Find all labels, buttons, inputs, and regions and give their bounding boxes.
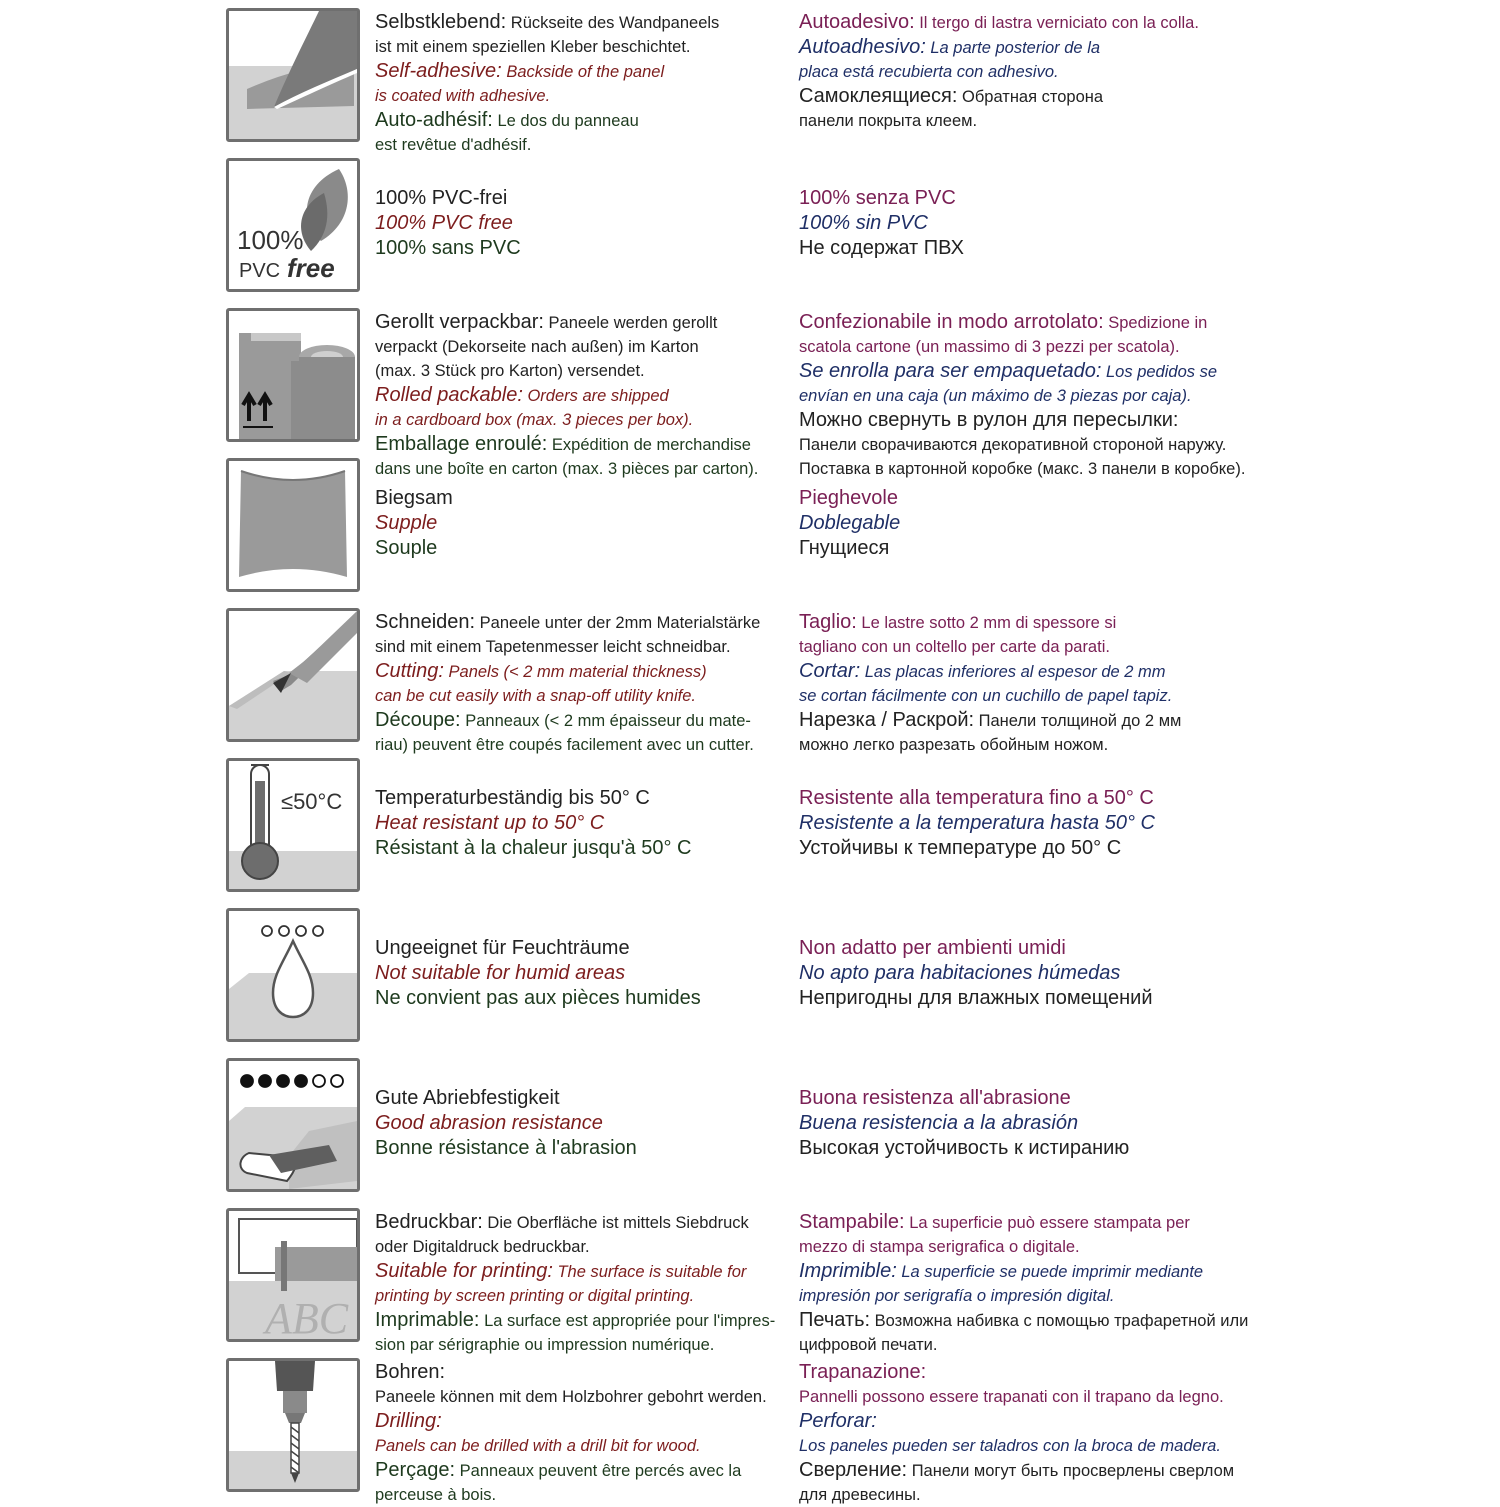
feature-description-de: Paneele unter der 2mm Materialstärke (475, 614, 761, 632)
text-ru (799, 536, 900, 561)
feature-description-ru: цифровой печати. (799, 1336, 938, 1354)
text-fr (375, 536, 453, 561)
feature-description-ru: Обратная сторона (957, 88, 1104, 106)
feature-label-it: Taglio: (799, 611, 857, 633)
right-text-column (799, 610, 1181, 757)
left-text-column (375, 1360, 767, 1507)
text-it (799, 486, 900, 511)
feature-description-fr: Le dos du panneau (492, 112, 639, 130)
feature-label-fr: Auto-adhésif: (375, 109, 493, 131)
feature-label-it: Autoadesivo: (799, 11, 915, 33)
text-fr (375, 1308, 775, 1357)
right-text-column (799, 186, 964, 261)
left-text-column (375, 486, 453, 561)
rating-dot-empty (331, 1075, 343, 1087)
feature-description-ru: для древесины. (799, 1486, 921, 1504)
rating-dot-empty (313, 1075, 325, 1087)
feature-label-es: Se enrolla para ser empaquetado: (799, 360, 1102, 382)
feature-row (0, 1058, 1500, 1206)
feature-description-de: verpackt (Dekorseite nach außen) im Karton (375, 338, 699, 356)
feature-description-en: printing by screen printing or digital printing. (375, 1287, 695, 1305)
feature-description-ru: можно легко разрезать обойным ножом. (799, 736, 1109, 754)
feature-label-de: Biegsam (375, 487, 453, 509)
feature-label-ru: Гнущиеся (799, 537, 890, 559)
feature-label-en: Drilling: (375, 1410, 442, 1432)
feature-label-ru: Самоклеящиеся: (799, 85, 958, 107)
feature-row (0, 608, 1500, 756)
feature-row (0, 1358, 1500, 1506)
text-it (799, 310, 1245, 359)
text-ru (799, 836, 1155, 861)
feature-label-fr: Découpe: (375, 709, 461, 731)
feature-label-en: Suitable for printing: (375, 1260, 553, 1282)
feature-description-en: Orders are shipped (522, 387, 669, 405)
feature-label-ru: Не содержат ПВХ (799, 237, 964, 259)
feature-row (0, 158, 1500, 306)
feature-row (0, 1208, 1500, 1356)
feature-description-es: La parte posterior de la (925, 39, 1101, 57)
feature-label-ru: Можно свернуть в рулон для пересылки: (799, 409, 1179, 431)
abrasion-wipe-icon (226, 1058, 360, 1192)
feature-description-es: Los pedidos se (1101, 363, 1218, 381)
feature-description-ru: Поставка в картонной коробке (макс. 3 панели в коробке). (799, 460, 1246, 478)
text-en (375, 1111, 637, 1136)
feature-description-ru: Возможна набивка с помощью трафаретной или (870, 1312, 1249, 1330)
feature-description-de: (max. 3 Stück pro Karton) versendet. (375, 362, 645, 380)
feature-label-fr: Résistant à la chaleur jusqu'à 50° C (375, 837, 692, 859)
text-fr (375, 836, 691, 861)
text-ru (799, 1136, 1129, 1161)
temperature-limit-text: ≤50°C (281, 789, 343, 814)
feature-label-fr: Bonne résistance à l'abrasion (375, 1137, 637, 1159)
text-de (375, 310, 758, 383)
text-en (375, 961, 701, 986)
feature-description-de: Die Oberfläche ist mittels Siebdruck (482, 1214, 749, 1232)
feature-row (0, 308, 1500, 478)
left-text-column (375, 936, 701, 1011)
feature-description-ru: панели покрыта клеем. (799, 112, 978, 130)
text-en (375, 211, 521, 236)
left-text-column (375, 310, 758, 481)
text-en (375, 1259, 775, 1308)
feature-label-fr: Perçage: (375, 1459, 456, 1481)
water-drop-icon (226, 908, 360, 1042)
text-de (375, 186, 521, 211)
feature-description-it: Pannelli possono essere trapanati con il trapano da legno. (799, 1388, 1224, 1406)
feature-description-de: oder Digitaldruck bedruckbar. (375, 1238, 590, 1256)
text-fr (375, 986, 701, 1011)
feature-label-en: Rolled packable: (375, 384, 523, 406)
feature-label-it: Pieghevole (799, 487, 898, 509)
text-en (375, 1409, 767, 1458)
feature-description-ru: Панели могут быть просверлены сверлом (907, 1462, 1235, 1480)
left-text-column (375, 1210, 775, 1357)
text-es (799, 1259, 1248, 1308)
feature-label-fr: Emballage enroulé: (375, 433, 548, 455)
text-it (799, 1086, 1129, 1111)
feature-description-en: The surface is suitable for (552, 1263, 747, 1281)
right-text-column (799, 1086, 1129, 1161)
printed-letters-text: ABC (265, 1294, 349, 1339)
printing-icon (226, 1208, 360, 1342)
text-en (375, 59, 719, 108)
feature-label-ru: Высокая устойчивость к истиранию (799, 1137, 1130, 1159)
right-text-column (799, 936, 1153, 1011)
feature-description-en: is coated with adhesive. (375, 87, 551, 105)
text-ru (799, 986, 1153, 1011)
feature-description-es: envían en una caja (un máximo de 3 piezas por caja). (799, 387, 1192, 405)
pvc-text: PVC (239, 260, 281, 282)
text-es (799, 211, 964, 236)
text-es (799, 1409, 1234, 1458)
feature-label-de: Ungeeignet für Feuchträume (375, 937, 630, 959)
feature-label-de: 100% PVC-frei (375, 187, 508, 209)
feature-description-de: Rückseite des Wandpaneels (506, 14, 720, 32)
feature-label-es: Doblegable (799, 512, 901, 534)
feature-description-de: Paneele werden gerollt (543, 314, 718, 332)
feature-label-de: Bedruckbar: (375, 1211, 483, 1233)
feature-label-en: Self-adhesive: (375, 60, 502, 82)
right-text-column (799, 486, 900, 561)
feature-description-it: mezzo di stampa serigrafica o digitale. (799, 1238, 1080, 1256)
text-fr (375, 236, 521, 261)
left-text-column (375, 10, 719, 157)
text-es (799, 511, 900, 536)
feature-description-de: Paneele können mit dem Holzbohrer gebohrt werden. (375, 1388, 767, 1406)
feature-description-ru: Панели сворачиваются декоративной стороной наружу. (799, 436, 1227, 454)
feature-label-en: Heat resistant up to 50° C (375, 812, 605, 834)
feature-label-en: 100% PVC free (375, 212, 513, 234)
text-fr (375, 1136, 637, 1161)
feature-description-de: ist mit einem speziellen Kleber beschichtet. (375, 38, 691, 56)
text-de (375, 936, 701, 961)
feature-label-it: Trapanazione: (799, 1361, 927, 1383)
feature-label-en: Cutting: (375, 660, 444, 682)
feature-label-de: Bohren: (375, 1361, 446, 1383)
drill-icon (226, 1358, 360, 1492)
text-de (375, 1210, 775, 1259)
text-de (375, 1360, 767, 1409)
feature-description-es: se cortan fácilmente con un cuchillo de papel tapiz. (799, 687, 1173, 705)
right-text-column (799, 1360, 1234, 1507)
feature-description-en: in a cardboard box (max. 3 pieces per box). (375, 411, 694, 429)
text-de (375, 1086, 637, 1111)
feature-label-en: Good abrasion resistance (375, 1112, 603, 1134)
feature-label-es: Autoadhesivo: (799, 36, 926, 58)
right-text-column (799, 10, 1199, 133)
feature-label-it: 100% senza PVC (799, 187, 956, 209)
text-fr (375, 708, 760, 757)
feature-label-it: Resistente alla temperatura fino a 50° C (799, 787, 1154, 809)
rating-dot-filled (277, 1075, 289, 1087)
feature-description-en: Backside of the panel (501, 63, 665, 81)
text-es (799, 961, 1153, 986)
text-it (799, 786, 1155, 811)
feature-label-it: Stampabile: (799, 1211, 905, 1233)
text-it (799, 936, 1153, 961)
text-de (375, 486, 453, 511)
pvc-percent-text: 100% (237, 225, 304, 255)
text-de (375, 786, 691, 811)
text-es (799, 811, 1155, 836)
feature-row (0, 8, 1500, 156)
feature-label-fr: Ne convient pas aux pièces humides (375, 987, 701, 1009)
text-ru (799, 708, 1181, 757)
feature-description-es: Las placas inferiores al espesor de 2 mm (860, 663, 1166, 681)
feature-label-es: Buena resistencia a la abrasión (799, 1112, 1079, 1134)
feature-label-es: Imprimible: (799, 1260, 897, 1282)
feature-description-en: can be cut easily with a snap-off utility knife. (375, 687, 696, 705)
rating-dot-filled (295, 1075, 307, 1087)
feature-description-es: La superficie se puede imprimir mediante (896, 1263, 1204, 1281)
feature-label-es: 100% sin PVC (799, 212, 928, 234)
right-text-column (799, 310, 1245, 481)
feature-description-fr: Panneaux peuvent être percés avec la (455, 1462, 742, 1480)
feature-label-en: Not suitable for humid areas (375, 962, 626, 984)
feature-label-fr: 100% sans PVC (375, 237, 521, 259)
text-es (799, 1111, 1129, 1136)
feature-label-es: Perforar: (799, 1410, 877, 1432)
text-it (799, 1210, 1248, 1259)
feature-description-es: impresión por serigrafía o impresión digital. (799, 1287, 1115, 1305)
text-de (375, 610, 760, 659)
feature-label-es: Resistente a la temperatura hasta 50° C (799, 812, 1155, 834)
feature-description-it: tagliano con un coltello per carte da parati. (799, 638, 1110, 656)
thermometer-icon (226, 758, 360, 892)
rolled-package-icon (226, 308, 360, 442)
free-text: free (287, 253, 335, 283)
feature-description-ru: Панели толщиной до 2 мм (974, 712, 1182, 730)
feature-description-fr: perceuse à bois. (375, 1486, 497, 1504)
feature-description-es: Los paneles pueden ser taladros con la broca de madera. (799, 1437, 1221, 1455)
feature-description-de: sind mit einem Tapetenmesser leicht schneidbar. (375, 638, 731, 656)
feature-row (0, 758, 1500, 906)
text-es (799, 359, 1245, 408)
feature-label-fr: Imprimable: (375, 1309, 480, 1331)
text-it (799, 186, 964, 211)
left-text-column (375, 1086, 637, 1161)
feature-description-fr: Expédition de merchandise (547, 436, 751, 454)
feature-description-fr: Panneaux (< 2 mm épaisseur du mate- (460, 712, 751, 730)
self-adhesive-icon (226, 8, 360, 142)
feature-label-fr: Souple (375, 537, 438, 559)
text-en (375, 811, 691, 836)
feature-label-ru: Сверление: (799, 1459, 908, 1481)
feature-label-de: Gute Abriebfestigkeit (375, 1087, 560, 1109)
pvc-free-icon (226, 158, 360, 292)
feature-label-it: Buona resistenza all'abrasione (799, 1087, 1071, 1109)
feature-description-en: Panels (< 2 mm material thickness) (443, 663, 707, 681)
left-text-column (375, 610, 760, 757)
feature-row (0, 458, 1500, 606)
text-en (375, 511, 453, 536)
text-ru (799, 1308, 1248, 1357)
right-text-column (799, 1210, 1248, 1357)
feature-label-ru: Печать: (799, 1309, 871, 1331)
text-de (375, 10, 719, 59)
text-ru (799, 84, 1199, 133)
feature-description-it: Spedizione in (1103, 314, 1208, 332)
feature-label-es: No apto para habitaciones húmedas (799, 962, 1121, 984)
text-en (375, 383, 758, 432)
feature-description-fr: La surface est appropriée pour l'impres- (479, 1312, 776, 1330)
feature-label-it: Confezionabile in modo arrotolato: (799, 311, 1104, 333)
feature-description-fr: est revêtue d'adhésif. (375, 136, 532, 154)
text-ru (799, 236, 964, 261)
feature-label-de: Gerollt verpackbar: (375, 311, 544, 333)
text-fr (375, 108, 719, 157)
feature-row (0, 908, 1500, 1056)
feature-label-de: Temperaturbeständig bis 50° C (375, 787, 650, 809)
feature-description-en: Panels can be drilled with a drill bit for wood. (375, 1437, 701, 1455)
feature-label-ru: Нарезка / Раскрой: (799, 709, 975, 731)
feature-description-fr: riau) peuvent être coupés facilement avec un cutter. (375, 736, 754, 754)
cutting-knife-icon (226, 608, 360, 742)
right-text-column (799, 786, 1155, 861)
left-text-column (375, 186, 521, 261)
flexible-icon (226, 458, 360, 592)
feature-label-ru: Устойчивы к температуре до 50° C (799, 837, 1122, 859)
text-it (799, 10, 1199, 35)
feature-label-de: Schneiden: (375, 611, 476, 633)
rating-dot-filled (259, 1075, 271, 1087)
text-it (799, 610, 1181, 659)
feature-description-it: scatola cartone (un massimo di 3 pezzi per scatola). (799, 338, 1180, 356)
text-es (799, 35, 1199, 84)
text-es (799, 659, 1181, 708)
feature-label-es: Cortar: (799, 660, 861, 682)
feature-description-it: Le lastre sotto 2 mm di spessore si (856, 614, 1117, 632)
text-en (375, 659, 760, 708)
feature-description-fr: dans une boîte en carton (max. 3 pièces par carton). (375, 460, 759, 478)
text-it (799, 1360, 1234, 1409)
feature-label-ru: Непригодны для влажных помещений (799, 987, 1153, 1009)
feature-label-en: Supple (375, 512, 438, 534)
feature-label-it: Non adatto per ambienti umidi (799, 937, 1066, 959)
rating-dot-filled (241, 1075, 253, 1087)
feature-description-it: La superficie può essere stampata per (904, 1214, 1190, 1232)
feature-description-fr: sion par sérigraphie ou impression numérique. (375, 1336, 715, 1354)
feature-description-es: placa está recubierta con adhesivo. (799, 63, 1059, 81)
feature-label-de: Selbstklebend: (375, 11, 507, 33)
feature-description-it: Il tergo di lastra verniciato con la colla. (914, 14, 1199, 32)
left-text-column (375, 786, 691, 861)
